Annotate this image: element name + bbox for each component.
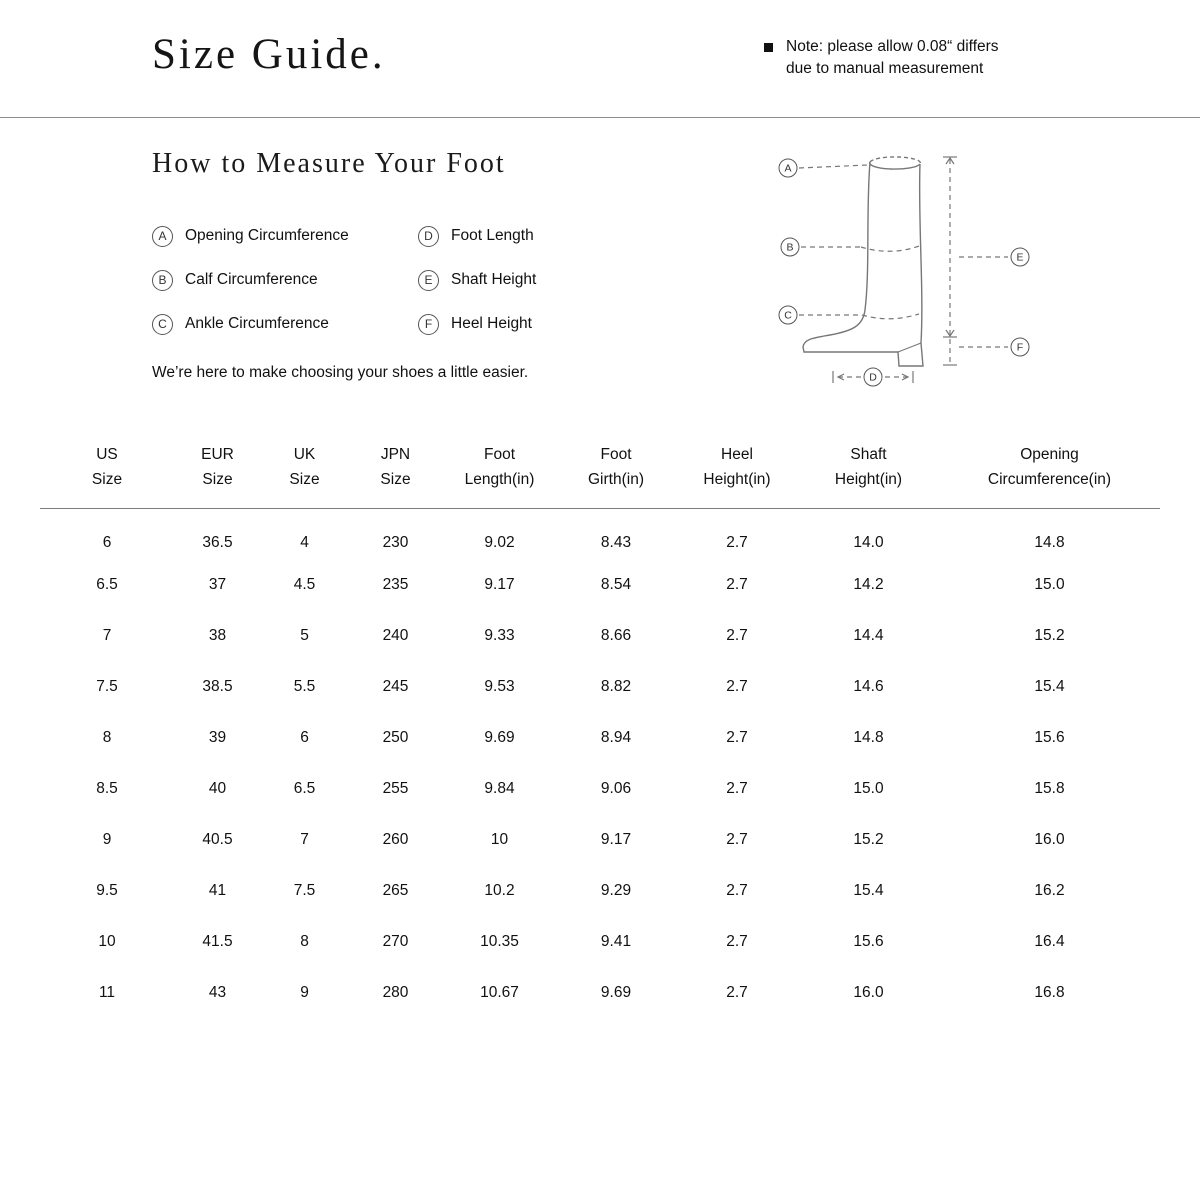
- table-cell: 14.0: [853, 534, 884, 552]
- measurement-dashed-lines: [799, 159, 1008, 377]
- table-cell: 10.2: [484, 882, 515, 899]
- table-cell: 14.4: [853, 627, 884, 644]
- legend-label: Shaft Height: [451, 271, 537, 288]
- table-cell: 43: [208, 984, 227, 1001]
- table-cell: 6: [102, 534, 112, 552]
- table-cell: 250: [382, 729, 409, 746]
- measurement-legend: [152, 214, 536, 346]
- table-cell: 2.7: [726, 576, 748, 593]
- legend-label: Calf Circumference: [185, 271, 318, 288]
- table-cell: 9.84: [484, 780, 515, 797]
- diagram-label-c: [779, 306, 797, 324]
- table-cell: 14.8: [853, 729, 884, 746]
- tagline: We’re here to make choosing your shoes a little easier.: [152, 364, 529, 381]
- table-cell: 15.8: [1034, 780, 1065, 797]
- table-cell: 15.0: [1034, 576, 1065, 593]
- legend-label: Foot Length: [451, 227, 534, 244]
- diagram-label-d-text: D: [869, 371, 877, 384]
- table-row: [40, 866, 1160, 917]
- table-cell: 9.17: [600, 831, 632, 848]
- square-bullet-icon: [764, 43, 773, 52]
- table-cell: 6: [300, 729, 309, 746]
- size-table: [40, 428, 1160, 1019]
- table-cell: 14.6: [853, 678, 884, 695]
- table-cell: 9.33: [484, 627, 515, 644]
- table-cell: 38.5: [202, 678, 233, 695]
- table-cell: 2.7: [726, 780, 748, 797]
- table-cell: 260: [382, 831, 409, 848]
- table-cell: 41.5: [202, 933, 233, 950]
- boot-measurement-diagram: [758, 140, 1058, 400]
- table-cell: 2.7: [726, 882, 748, 899]
- legend-item-foot-length: [418, 226, 536, 247]
- table-row: [40, 662, 1160, 713]
- table-cell: 14.8: [1034, 534, 1065, 552]
- legend-item-heel-height: [418, 314, 536, 335]
- table-cell: 8.82: [600, 678, 632, 695]
- table-cell: 2.7: [726, 534, 748, 552]
- header-divider: [0, 117, 1200, 118]
- table-cell: 9: [102, 831, 112, 848]
- table-row: [40, 509, 1160, 560]
- table-cell: 15.0: [853, 780, 884, 797]
- legend-label: Opening Circumference: [185, 227, 349, 244]
- note-line-2: due to manual measurement: [786, 60, 984, 77]
- table-row: [40, 917, 1160, 968]
- table-cell: 37: [208, 576, 227, 593]
- table-header-cell: Foot Length(in): [464, 446, 535, 488]
- table-cell: 40.5: [202, 831, 233, 848]
- how-to-measure-heading: How to Measure Your Foot: [152, 148, 506, 179]
- table-cell: 14.2: [853, 576, 884, 593]
- table-header-cell: Opening Circumference(in): [987, 446, 1112, 488]
- table-cell: 9.69: [484, 729, 515, 746]
- table-cell: 7.5: [96, 678, 118, 695]
- table-cell: 280: [382, 984, 409, 1001]
- diagram-label-f-text: F: [1016, 341, 1024, 354]
- table-cell: 240: [382, 627, 409, 644]
- letter-e-badge: E: [418, 270, 439, 291]
- table-cell: 16.2: [1034, 882, 1065, 899]
- legend-item-opening-circumference: [152, 226, 418, 247]
- table-row: [40, 611, 1160, 662]
- table-cell: 4: [300, 534, 309, 552]
- diagram-label-e: [1011, 248, 1029, 266]
- table-cell: 4.5: [293, 576, 316, 593]
- table-cell: 9.02: [484, 534, 515, 552]
- table-cell: 39: [208, 729, 227, 746]
- table-cell: 8.94: [600, 729, 632, 746]
- table-cell: 5.5: [293, 678, 316, 695]
- table-cell: 10: [490, 831, 509, 848]
- table-cell: 38: [208, 627, 227, 644]
- table-cell: 7.5: [293, 882, 316, 899]
- letter-a-badge: A: [152, 226, 173, 247]
- table-cell: 9.69: [600, 984, 632, 1001]
- table-header-cell: EUR Size: [201, 446, 234, 488]
- measurement-note: [764, 36, 999, 80]
- table-cell: 6.5: [293, 780, 316, 797]
- note-line-1: Note: please allow 0.08“ differs: [786, 38, 999, 55]
- table-cell: 8.5: [96, 780, 118, 797]
- table-cell: 8.66: [600, 627, 632, 644]
- table-cell: 10.35: [480, 933, 519, 950]
- table-cell: 11: [98, 984, 116, 1001]
- table-cell: 36.5: [202, 534, 233, 552]
- diagram-label-a-text: A: [784, 162, 792, 175]
- measurement-ticks: [833, 157, 957, 383]
- table-cell: 7: [102, 627, 112, 644]
- table-header-cell: UK Size: [289, 446, 320, 488]
- table-cell: 16.8: [1034, 984, 1065, 1001]
- table-cell: 270: [382, 933, 409, 950]
- legend-item-calf-circumference: [152, 270, 418, 291]
- table-cell: 9.17: [484, 576, 515, 593]
- table-cell: 235: [382, 576, 409, 593]
- letter-b-badge: B: [152, 270, 173, 291]
- table-cell: 2.7: [726, 831, 748, 848]
- table-row: [40, 764, 1160, 815]
- table-cell: 15.2: [1034, 627, 1065, 644]
- table-cell: 9.06: [600, 780, 632, 797]
- table-row: [40, 713, 1160, 764]
- diagram-label-e-text: E: [1016, 251, 1024, 264]
- table-cell: 15.2: [853, 831, 884, 848]
- table-cell: 2.7: [726, 933, 748, 950]
- table-header-cell: Shaft Height(in): [834, 446, 903, 488]
- table-cell: 9.41: [600, 933, 632, 950]
- table-cell: 245: [382, 678, 409, 695]
- diagram-label-b: [781, 238, 799, 256]
- table-cell: 16.0: [1034, 831, 1065, 848]
- letter-c-badge: C: [152, 314, 173, 335]
- table-cell: 41: [208, 882, 227, 899]
- table-row: [40, 815, 1160, 866]
- table-row: [40, 968, 1160, 1019]
- table-cell: 230: [382, 534, 409, 552]
- table-header-cell: JPN Size: [380, 446, 411, 488]
- table-cell: 9.29: [600, 882, 632, 899]
- table-cell: 2.7: [726, 627, 748, 644]
- table-cell: 40: [208, 780, 227, 797]
- table-cell: 6.5: [96, 576, 118, 593]
- letter-d-badge: D: [418, 226, 439, 247]
- table-cell: 16.0: [853, 984, 884, 1001]
- table-cell: 10.67: [480, 984, 519, 1001]
- size-table-body: [40, 509, 1160, 1019]
- table-cell: 15.4: [1034, 678, 1065, 695]
- diagram-label-c-text: C: [784, 309, 792, 322]
- table-header-cell: US Size: [91, 446, 123, 488]
- table-row: [40, 560, 1160, 611]
- diagram-label-b-text: B: [786, 241, 794, 254]
- table-cell: 15.4: [853, 882, 884, 899]
- table-cell: 16.4: [1034, 933, 1065, 950]
- table-cell: 10: [98, 933, 116, 950]
- table-header-cell: Foot Girth(in): [588, 446, 644, 488]
- table-header-cell: Heel Height(in): [703, 446, 771, 488]
- table-cell: 5: [300, 627, 309, 644]
- table-cell: 15.6: [1034, 729, 1065, 746]
- page-title: Size Guide.: [152, 31, 386, 78]
- table-cell: 255: [382, 780, 409, 797]
- diagram-label-d: [864, 368, 882, 386]
- diagram-label-a: [779, 159, 797, 177]
- legend-item-ankle-circumference: [152, 314, 418, 335]
- note-text: [786, 36, 999, 80]
- table-cell: 8.43: [600, 534, 632, 552]
- boot-outline-icon: [803, 157, 923, 366]
- table-cell: 15.6: [853, 933, 884, 950]
- table-header-row: [40, 428, 1160, 509]
- table-cell: 2.7: [726, 678, 748, 695]
- legend-label: Ankle Circumference: [185, 315, 329, 332]
- table-cell: 9.53: [484, 678, 515, 695]
- letter-f-badge: F: [418, 314, 439, 335]
- legend-label: Heel Height: [451, 315, 532, 332]
- diagram-label-f: [1011, 338, 1029, 356]
- table-cell: 8.54: [600, 576, 632, 593]
- table-cell: 8: [102, 729, 112, 746]
- legend-item-shaft-height: [418, 270, 536, 291]
- table-cell: 265: [382, 882, 409, 899]
- table-cell: 8: [300, 933, 309, 950]
- table-cell: 2.7: [726, 984, 748, 1001]
- table-cell: 7: [300, 831, 309, 848]
- table-cell: 9: [300, 984, 309, 1001]
- table-cell: 2.7: [726, 729, 748, 746]
- table-cell: 9.5: [96, 882, 118, 899]
